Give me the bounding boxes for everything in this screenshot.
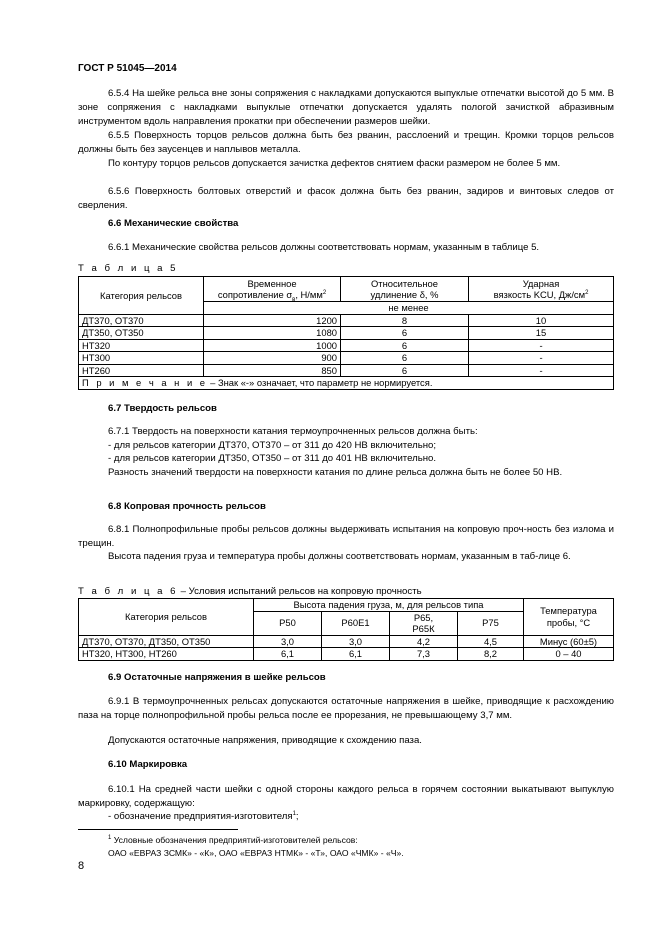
paragraph-6-9-1: 6.9.1 В термоупрочненных рельсах допускаются остаточные напряжения в шейке, приводящие к расхождению паза на торце полнопрофильной пробы рельса после ее прорезания, не превышающему 3,7 мм.	[78, 696, 614, 721]
paragraph-6-5-4: 6.5.4 На шейке рельса вне зоны сопряжения с накладками допускаются выпуклые отпечатки высотой до 5 мм. В зоне сопряжения с накладками выпуклые отпечатки допускается удалять пологой зачисткой абразивным инструментом вдоль направления прокатки при обеспечении размеров шейки.	[78, 88, 614, 127]
t5-header-resistance: Временное сопротивление $\sigma_в$, $Н/мм^2$	[204, 277, 341, 302]
table-row: НТ260 850 6 -	[79, 364, 614, 377]
paragraph-6-5-5: 6.5.5 Поверхность торцов рельсов должна быть без рванин, расслоений и трещин. Кромки торцов рельсов должны быть без заусенцев и наплывов металла.	[78, 130, 614, 155]
t6-header-rp50: Р50	[254, 611, 322, 635]
section-heading-6-8: 6.8 Копровая прочность рельсов	[108, 501, 266, 512]
t5-header-elongation: Относительное удлинение δ, %	[341, 277, 469, 302]
table-row: ДТ350, ОТ350 1080 6 15	[79, 327, 614, 340]
t6-header-temperature: Температура пробы, °С	[524, 599, 614, 636]
section-heading-6-7: 6.7 Твердость рельсов	[108, 403, 217, 414]
footnote-1: $^1$ Условные обозначения предприятий-изготовителей рельсов:	[108, 835, 358, 845]
page-number: 8	[78, 860, 85, 872]
table-6	[78, 598, 614, 661]
table-row: НТ320 1000 6 -	[79, 339, 614, 352]
paragraph-6-10-1: 6.10.1 На средней части шейки с одной стороны каждого рельса в горячем состоянии выкатывают выпуклую маркировку, содержащую:	[78, 784, 614, 809]
paragraph-6-10-1-a: - обозначение предприятия-изготовителя$^1$;	[108, 810, 299, 822]
paragraph-6-7-1-a: - для рельсов категории ДТ370, ОТ370 – от 311 до 420 НВ включительно;	[108, 440, 437, 451]
table-row: ДТ370, ОТ370, ДТ350, ОТ350 3,0 3,0 4,2 4,5 Минус (60±5)	[79, 635, 614, 648]
paragraph-6-8-1-b: Высота падения груза и температура пробы должны соответствовать нормам, указанным в таб-лице 6.	[108, 551, 571, 562]
t5-header-min: не менее	[204, 302, 614, 315]
paragraph-6-7-1-b: - для рельсов категории ДТ350, ОТ350 – от 311 до 401 НВ включительно.	[108, 453, 437, 464]
footnote-1-line-2: ОАО «ЕВРАЗ ЗСМК» - «К», ОАО «ЕВРАЗ НТМК» - «Т», ОАО «ЧМК» - «Ч».	[108, 848, 404, 858]
t6-header-rp65: Р65, Р65К	[390, 611, 458, 635]
document-header: ГОСТ Р 51045—2014	[78, 63, 177, 74]
paragraph-6-5-5-contour: По контуру торцов рельсов допускается зачистка дефектов снятием фаски размером не более 5 мм.	[108, 158, 561, 169]
section-heading-6-6: 6.6 Механические свойства	[108, 218, 239, 229]
t6-header-category: Категория рельсов	[79, 599, 254, 636]
footnote-divider	[78, 829, 238, 830]
paragraph-6-8-1: 6.8.1 Полнопрофильные пробы рельсов должны выдерживать испытания на копровую проч-ность без излома и трещин.	[78, 524, 614, 549]
table-6-caption: Т а б л и ц а 6 – Условия испытаний рельсов на копровую прочность	[78, 586, 422, 597]
t5-header-category: Категория рельсов	[79, 277, 204, 315]
paragraph-6-7-1: 6.7.1 Твердость на поверхности катания термоупрочненных рельсов должна быть:	[108, 426, 478, 437]
section-heading-6-10: 6.10 Маркировка	[108, 759, 188, 770]
table-row: НТ300 900 6 -	[79, 352, 614, 365]
section-heading-6-9: 6.9 Остаточные напряжения в шейке рельсов	[108, 672, 326, 683]
t5-note: П р и м е ч а н и е – Знак «-» означает, что параметр не нормируется.	[79, 377, 614, 390]
t6-header-rp60e1: Р60Е1	[322, 611, 390, 635]
table-row: ДТ370, ОТ370 1200 8 10	[79, 314, 614, 327]
paragraph-6-7-1-c: Разность значений твердости на поверхности катания по длине рельса должна быть не более 50 НВ.	[108, 467, 563, 478]
t6-header-height: Высота падения груза, м, для рельсов типа	[254, 599, 524, 612]
t6-header-rp75: Р75	[458, 611, 524, 635]
paragraph-6-6-1: 6.6.1 Механические свойства рельсов должны соответствовать нормам, указанным в таблице 5.	[108, 242, 540, 253]
table-row: НТ320, НТ300, НТ260 6,1 6,1 7,3 8,2 0 – 40	[79, 648, 614, 661]
paragraph-6-9-1-b: Допускаются остаточные напряжения, приводящие к схождению паза.	[108, 735, 422, 746]
t5-header-impact: Ударная вязкость KCU, $Дж/см^2$	[469, 277, 614, 302]
paragraph-6-5-6: 6.5.6 Поверхность болтовых отверстий и фасок должна быть без рванин, задиров и винтовых следов от сверления.	[78, 186, 614, 211]
table-5	[78, 276, 614, 390]
table-5-caption: Т а б л и ц а 5	[78, 263, 178, 274]
